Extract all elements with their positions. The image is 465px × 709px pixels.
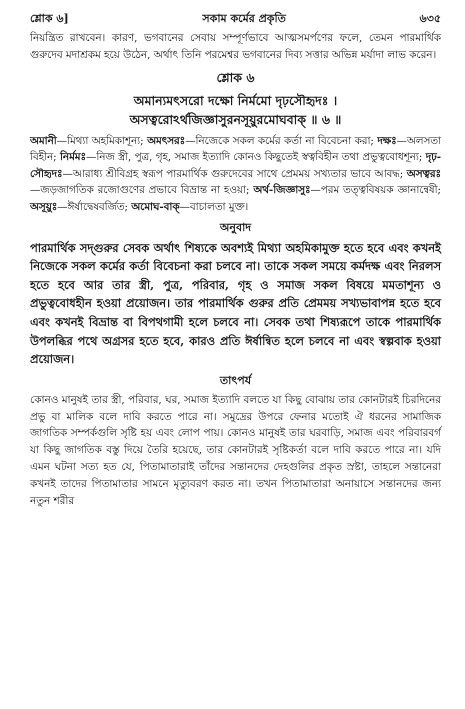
verse-line-2: অসত্বরোঽর্থজিজ্ঞাসুরনসূয়ুরমোঘবাক্‌ ॥ ৬ ॥ (129, 111, 342, 127)
page-number: ৬৩৫ (419, 12, 441, 25)
synonym-term: অমৎসরঃ (147, 134, 186, 147)
running-title: সকাম কর্মের প্রকৃতি (202, 12, 286, 25)
intro-paragraph: নিয়ন্ত্রিত রাখবেন। কারণ, ভগবানের সেবায় সম্পূর্ণভাবে আত্মসমর্পণের ফলে, তেমন পারমার্থিক গুরুদেব মদাশ্রকম হয়ে উঠেন, অর্থাৎ তিনি পরমেশ্বর ভগবানের দিব্য সত্তার অভিন্ন মর্যাদা লাভ করেন। (30, 32, 441, 61)
synonym-meaning: নিজেকে সকল কর্মের কর্তা না বিবেচনা করা; (195, 134, 378, 147)
translation-heading: অনুবাদ (219, 220, 252, 234)
synonym-term: অসূয়ুঃ (30, 200, 58, 213)
synonym-meaning: ঈর্ষাদ্বেষবর্জিত; (67, 200, 132, 213)
synonym-meaning: অলসতা বিহীন; (30, 134, 441, 164)
synonym-meaning: বাচালতা মুক্ত। (189, 200, 249, 213)
synonym-meaning: পরম তত্ত্ববিষয়ক জ্ঞানান্বেষী; (320, 184, 442, 197)
synonym-term: অমোঘ-বাক্ (131, 200, 180, 213)
translation-text: পারমার্থিক সদ্গুরুর সেবক অর্থাৎ শিষ্যকে অবশ্যই মিথ্যা অহমিকামুক্ত হতে হবে এবং কখনই নিজেকে সকল কর্মের কর্তা বিবেচনা করা চলবে না। তাকে সকল সময়ে কর্মদক্ষ এবং নিরলস হতে হবে আর তার স্ত্রী, পুত্র, পরিবার, গৃহ ও সমাজ সকল বিষয়ে মমতাশূন্য ও প্রভুত্ববোধহীন হওয়া প্রয়োজন। তার পারমার্থিক গুরুর প্রতি প্রেমময় সখ্যভাবাপন্ন হতে হবে এবং কখনই বিভ্রান্ত বা বিপথগামী হলে চলবে না। সেবক তথা শিষ্যরূপে তাকে পারমার্থিক উপলব্ধির পথে অগ্রসর হতে হবে, কারও প্রতি ঈর্ষান্বিত হলে চলবে না এবং স্বল্পবাক হওয়া প্রয়োজন। (30, 240, 441, 367)
sanskrit-verse (30, 91, 441, 129)
synonym-term: দক্ষঃ (377, 134, 397, 147)
page-header (30, 10, 441, 30)
synonym-term: অসত্বরঃ (406, 167, 441, 180)
synonyms-paragraph: অমানী—মিথ্যা অহমিকাশূন্য; অমৎসরঃ—নিজেকে সকল কর্মের কর্তা না বিবেচনা করা; দক্ষঃ—অলসতা বিহীন; নির্মমঃ—নিজ স্ত্রী, পুত্র, গৃহ, সমাজ ইত্যাদি কোনও কিছুতেই স্বত্ববিহীন তথা প্রভুত্ববোধশূন্য; দৃঢ়-সৌহৃদঃ—আরাধ্য শ্রীবিগ্রহ স্বরূপ পারমার্থিক গুরুদেবের সাথে প্রেমময় সখ্যতার ভাবে আবদ্ধ; অসত্বরঃ—জড়জাগতিক রজোগুণের প্রভাবে বিভ্রান্ত না হওয়া; অর্থ-জিজ্ঞাসুঃ—পরম তত্ত্ববিষয়ক জ্ঞানান্বেষী; অসূয়ুঃ—ঈর্ষাদ্বেষবর্জিত; অমোঘ-বাক্—বাচালতা মুক্ত। (30, 134, 442, 213)
synonym-term: অর্থ-জিজ্ঞাসুঃ (253, 184, 311, 197)
synonym-term: দৃঢ়-সৌহৃদঃ (30, 151, 442, 180)
verse-line-1: অমান্যমৎসরো দক্ষো নির্মমো দৃঢ়সৌহৃদঃ । (133, 92, 338, 108)
synonym-term: নির্মমঃ (59, 151, 87, 164)
synonym-meaning: মিথ্যা অহমিকাশূন্য; (67, 134, 148, 147)
verse-label: শ্লোক ৬ (216, 69, 255, 85)
purport-text: কোনও মানুষই তার স্ত্রী, পরিবার, ঘর, সমাজ ইত্যাদি বলতে যা কিছু বোঝায় তার কোনটারই চিরদিনের প্রভু বা মালিক বলে দাবি করতে পারে না। সমুদ্রের উপরে ফেনার মতোই ঐ ধরনের সামাজিক জাগতিক সম্পর্কগুলি সৃষ্টি হয় এবং লোপ পায়। কোনও মানুষই তার ঘরবাড়ি, সমাজ এবং পরিবারবর্গ যা কিছু জাগতিক বস্তু দিয়ে তৈরি হয়েছে, তার কোনটারই সৃষ্টিকর্তা বলে দাবি করতে পারে না। যদি এমন ঘটনা সত্য হত যে, পিতামাতারাই তাঁদের সন্তানদের দেহগুলির প্রকৃত স্রষ্টা, তাহলে সন্তানেরা কখনই তাদের পিতামাতার সামনে মৃত্যুবরণ করত না। তখন পিতামাতারা অনায়াসে সন্তানদের জন্য নতুন শরীর (30, 393, 441, 507)
verse-reference: শ্লোক ৬] (30, 12, 69, 25)
synonym-meaning: জড়জাগতিক রজোগুণের প্রভাবে বিভ্রান্ত না হওয়া; (40, 184, 254, 197)
synonym-meaning: আরাধ্য শ্রীবিগ্রহ স্বরূপ পারমার্থিক গুরুদেবের সাথে প্রেমময় সখ্যতার ভাবে আবদ্ধ; (72, 167, 407, 180)
synonym-term: অমানী (30, 134, 57, 147)
synonym-meaning: নিজ স্ত্রী, পুত্র, গৃহ, সমাজ ইত্যাদি কোনও কিছুতেই স্বত্ববিহীন তথা প্রভুত্ববোধশূন্য; (96, 151, 426, 164)
purport-heading: তাৎপর্য (219, 373, 252, 387)
